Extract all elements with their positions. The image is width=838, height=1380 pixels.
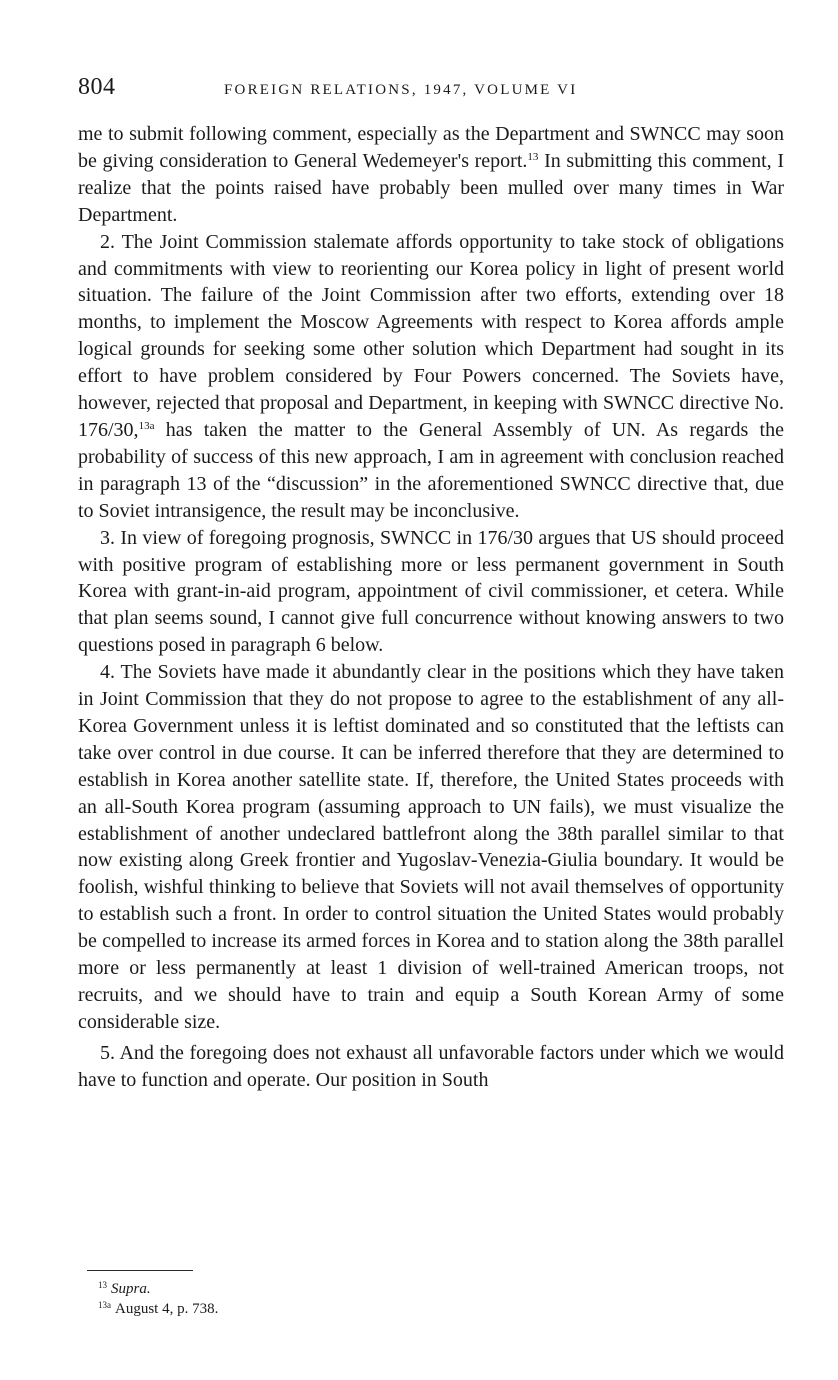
footnote-text: Supra. <box>111 1281 151 1297</box>
paragraph-continued <box>78 121 784 229</box>
footnote <box>98 1299 498 1319</box>
paragraph-text: 5. And the foregoing does not exhaust all unfavorable factors under which we would have to function and operate. Our position in South <box>78 1041 784 1091</box>
paragraph-text: 2. The Joint Commission stalemate affords opportunity to take stock of obligations and commitments with view to reorienting our Korea policy in light of present world situation. The failure of the Joint Commission after two efforts, extending over 18 months, to implement the Moscow Agreements with respect to Korea affords ample logical grounds for seeking some other solution which Department had sought in its effort to have problem considered by Four Powers concerned. The Soviets have, however, rejected that proposal and Department, in keeping with SWNCC directive No. 176/30, <box>78 230 784 441</box>
paragraph-text: has taken the matter to the General Assembly of UN. As regards the probability of success of this new approach, I am in agreement with conclusion reached in paragraph 13 of the “discussion” in the aforementioned SWNCC directive that, due to Soviet intransigence, the result may be inconclusive. <box>78 418 784 522</box>
footnote-text: August 4, p. 738. <box>115 1301 219 1317</box>
footnote-marker: 13a <box>98 1300 111 1311</box>
paragraph-3 <box>78 525 784 660</box>
paragraph-4 <box>78 659 784 1036</box>
paragraph-5 <box>78 1040 784 1094</box>
footnote-divider <box>87 1270 193 1271</box>
footnote <box>98 1279 498 1299</box>
paragraph-text: me to submit following comment, especially as the Department and SWNCC may soon be giving consideration to General Wedemeyer's report. <box>78 123 784 172</box>
paragraph-text: 4. The Soviets have made it abundantly clear in the positions which they have taken in Joint Commission that they do not propose to agree to the establishment of any all-Korea Government unless it is leftist dominated and so constituted that the leftists can take over control in due course. It can be inferred therefore that they are determined to establish in Korea another satellite state. If, therefore, the United States proceeds with an all-South Korea program (assuming approach to UN fails), we must visualize the establishment of another undeclared battlefront along the 38th parallel similar to that now existing along Greek frontier and Yugoslav-Venezia-Giulia boundary. It would be foolish, wishful thinking to believe that Soviets will not avail themselves of opportunity to establish such a front. In order to control situation the United States would probably be compelled to increase its armed forces in Korea and to station along the 38th parallel more or less permanently at least 1 division of well-trained American troops, not recruits, and we should have to train and equip a South Korean Army of some considerable size. <box>78 661 784 1033</box>
footnote-ref: 13a <box>138 420 155 433</box>
footnote-ref: 13 <box>527 151 539 164</box>
footnotes <box>98 1279 498 1319</box>
paragraph-text: In submitting this comment, I realize that the points raised have probably been mulled over many times in War Department. <box>78 149 784 226</box>
running-head: FOREIGN RELATIONS, 1947, VOLUME VI <box>224 82 578 98</box>
paragraph-2 <box>78 229 784 525</box>
page-header <box>78 74 784 108</box>
paragraph-text: 3. In view of foregoing prognosis, SWNCC in 176/30 argues that US should proceed with positive program of establishing more or less permanent government in South Korea with grant-in-aid program, appointment of civil commissioner, et cetera. While that plan seems sound, I cannot give full concurrence without knowing answers to two questions posed in paragraph 6 below. <box>78 526 784 657</box>
page-number: 804 <box>78 74 116 100</box>
footnote-marker: 13 <box>98 1280 107 1291</box>
body-text <box>78 121 784 1094</box>
